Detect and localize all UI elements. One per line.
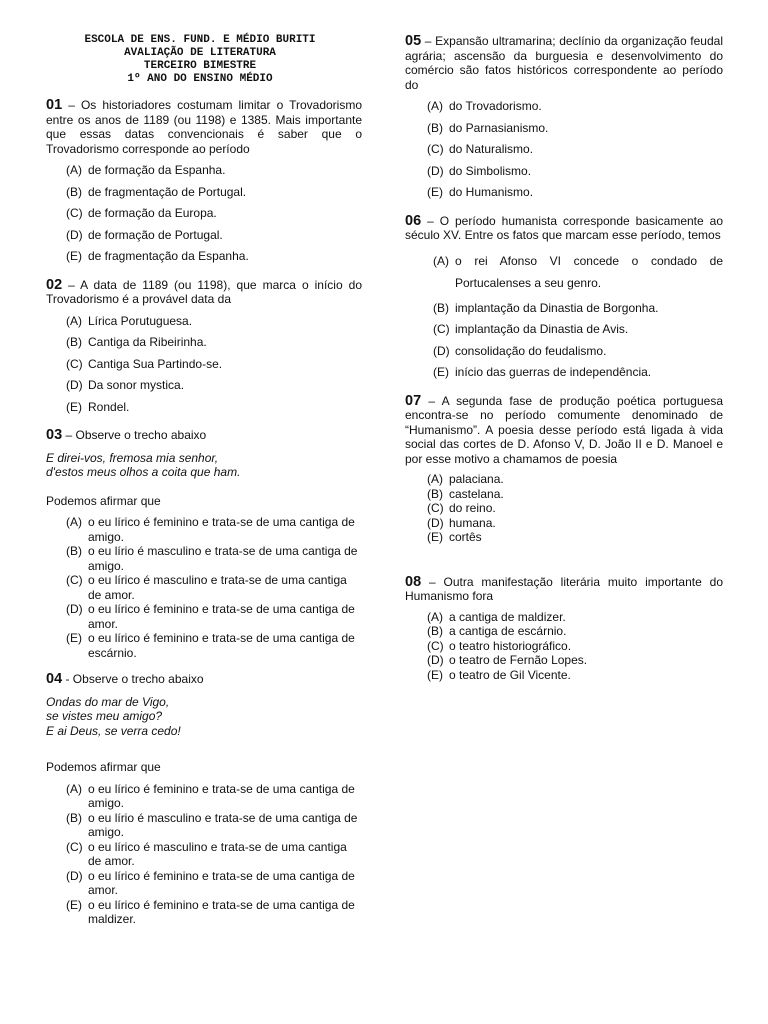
option-letter: (C) <box>427 501 444 515</box>
option-d[interactable] <box>66 228 362 243</box>
exam-term: TERCEIRO BIMESTRE <box>143 60 257 72</box>
question-number: 07 <box>405 392 422 409</box>
question-prompt <box>46 428 362 443</box>
option-d[interactable] <box>427 516 723 531</box>
option-letter: (B) <box>66 544 82 558</box>
question-number: 02 <box>46 276 63 293</box>
options-list <box>46 515 362 660</box>
option-c[interactable] <box>427 501 723 516</box>
left-column <box>46 34 362 927</box>
option-a[interactable] <box>66 515 362 544</box>
question-text: – O período humanista corresponde basicamente ao século XV. Entre os fatos que marcam esse período, temos <box>405 213 723 242</box>
option-letter: (D) <box>427 163 444 178</box>
quote-line: E direi-vos, fremosa mia senhor, <box>46 450 219 465</box>
question-prompt <box>405 34 723 92</box>
option-d[interactable] <box>66 378 362 393</box>
option-letter: (B) <box>66 810 82 825</box>
question-prompt <box>405 394 723 467</box>
option-letter: (A) <box>427 472 443 486</box>
exam-title: AVALIAÇÃO DE LITERATURA <box>124 47 276 59</box>
option-letter: (B) <box>427 624 443 638</box>
option-text: o eu lírico é masculino e trata-se de uma cantiga de amor. <box>88 573 347 602</box>
option-a[interactable] <box>66 782 362 811</box>
option-e[interactable] <box>427 668 723 683</box>
option-text: castelana. <box>449 486 504 501</box>
option-text: implantação da Dinastia de Avis. <box>455 322 629 336</box>
option-text: início das guerras de independência. <box>455 365 652 379</box>
option-letter: (E) <box>427 667 443 682</box>
question-text: – A data de 1189 (ou 1198), que marca o início do Trovadorismo é a provável data da <box>46 277 362 306</box>
option-text: do Simbolismo. <box>449 163 532 178</box>
option-text: a cantiga de escárnio. <box>449 624 567 638</box>
option-text: o eu lírico é feminino e trata-se de uma cantiga de maldizer. <box>88 897 355 926</box>
option-text: o teatro historiográfico. <box>449 638 572 653</box>
option-letter: (A) <box>66 313 82 328</box>
option-text: a cantiga de maldizer. <box>449 609 566 624</box>
option-letter: (A) <box>433 253 449 268</box>
option-text: Cantiga da Ribeirinha. <box>88 335 207 349</box>
options-list <box>405 250 723 380</box>
option-text: o eu lírico é masculino e trata-se de uma cantiga de amor. <box>88 839 347 868</box>
option-text: o eu lírico é feminino e trata-se de uma cantiga de amor. <box>88 868 355 897</box>
option-a[interactable] <box>66 163 362 178</box>
option-text: humana. <box>449 515 496 530</box>
option-text: o eu lírio é masculino e trata-se de uma cantiga de amigo. <box>88 544 358 573</box>
option-letter: (E) <box>66 249 82 263</box>
option-letter: (E) <box>427 185 443 199</box>
question-prompt <box>46 278 362 307</box>
option-b[interactable] <box>427 121 723 136</box>
option-b[interactable] <box>66 544 362 573</box>
quote-line: E ai Deus, se verra cedo! <box>46 723 181 738</box>
option-text: de formação da Europa. <box>88 206 217 220</box>
option-text: do Parnasianismo. <box>449 120 549 135</box>
option-letter: (E) <box>66 631 82 645</box>
option-d[interactable] <box>433 344 723 359</box>
option-text: de fragmentação da Espanha. <box>88 249 249 263</box>
option-text: de formação de Portugal. <box>88 227 223 242</box>
option-b[interactable] <box>427 624 723 639</box>
option-c[interactable] <box>66 573 362 602</box>
option-text: o eu lírico é feminino e trata-se de uma cantiga de amor. <box>88 602 355 631</box>
option-text: de formação da Espanha. <box>88 163 226 177</box>
option-d[interactable] <box>427 164 723 179</box>
option-letter: (B) <box>66 184 82 199</box>
option-e[interactable] <box>427 185 723 200</box>
right-column <box>405 34 723 682</box>
option-letter: (B) <box>66 335 82 349</box>
option-e[interactable] <box>66 898 362 927</box>
option-letter: (A) <box>66 163 82 177</box>
option-text: do Naturalismo. <box>449 142 534 156</box>
option-text: Lírica Porutuguesa. <box>88 313 193 328</box>
question-03 <box>46 428 362 660</box>
option-text: Da sonor mystica. <box>88 378 185 392</box>
option-letter: (A) <box>66 781 82 796</box>
option-e[interactable] <box>433 365 723 380</box>
option-letter: (D) <box>66 868 83 883</box>
option-b[interactable] <box>66 811 362 840</box>
options-list <box>405 472 723 545</box>
question-prompt <box>46 98 362 156</box>
question-number: 05 <box>405 33 422 49</box>
question-prompt <box>46 672 362 687</box>
question-04 <box>46 672 362 927</box>
question-08 <box>405 575 723 683</box>
option-letter: (B) <box>433 300 449 315</box>
option-text: o teatro de Gil Vicente. <box>449 667 571 682</box>
options-list <box>46 782 362 927</box>
option-letter: (A) <box>66 515 82 529</box>
quote-block <box>46 695 362 739</box>
option-text: consolidação do feudalismo. <box>455 343 607 358</box>
option-e[interactable] <box>427 530 723 545</box>
question-05 <box>405 34 723 200</box>
quote-line: Ondas do mar de Vigo, <box>46 694 170 709</box>
question-text: – Outra manifestação literária muito importante do Humanismo fora <box>405 574 723 603</box>
option-c[interactable] <box>66 357 362 372</box>
question-text: – Expansão ultramarina; declínio da organização feudal agrária; ascensão da burguesia e desenvolvimento do comércio são fatos históricos correspondente ao período do <box>405 34 723 92</box>
option-letter: (C) <box>66 839 83 854</box>
option-letter: (C) <box>427 142 444 156</box>
option-letter: (E) <box>433 365 449 379</box>
option-letter: (C) <box>433 322 450 336</box>
option-a[interactable] <box>427 610 723 625</box>
option-letter: (E) <box>66 399 82 414</box>
option-letter: (D) <box>66 378 83 392</box>
question-number: 03 <box>46 427 63 443</box>
options-list <box>405 99 723 200</box>
question-number: 01 <box>46 97 63 113</box>
option-letter: (D) <box>427 515 444 530</box>
question-number: 04 <box>46 671 63 687</box>
option-letter: (D) <box>66 227 83 242</box>
option-text: o eu lírio é masculino e trata-se de uma cantiga de amigo. <box>88 810 358 839</box>
option-b[interactable] <box>433 301 723 316</box>
option-text: Cantiga Sua Partindo-se. <box>88 356 223 371</box>
question-01 <box>46 98 362 264</box>
option-e[interactable] <box>66 400 362 415</box>
quote-line: se vistes meu amigo? <box>46 709 163 723</box>
option-a[interactable] <box>433 250 723 294</box>
option-text: implantação da Dinastia de Borgonha. <box>455 300 659 315</box>
option-text: cortês <box>449 530 482 544</box>
option-c[interactable] <box>427 142 723 157</box>
option-letter: (C) <box>66 356 83 371</box>
option-b[interactable] <box>427 487 723 502</box>
options-list <box>405 610 723 683</box>
option-letter: (C) <box>427 638 444 653</box>
option-letter: (D) <box>433 343 450 358</box>
question-text: - Observe o trecho abaixo <box>62 672 204 686</box>
option-letter: (C) <box>66 206 83 220</box>
option-text: o eu lírico é feminino e trata-se de uma cantiga de amigo. <box>88 781 355 810</box>
option-letter: (D) <box>66 602 83 616</box>
option-e[interactable] <box>66 249 362 264</box>
question-06 <box>405 214 723 380</box>
exam-grade: 1º ANO DO ENSINO MÉDIO <box>127 73 273 85</box>
option-text: do Trovadorismo. <box>449 99 542 113</box>
option-b[interactable] <box>66 335 362 350</box>
option-letter: (A) <box>427 99 443 113</box>
option-a[interactable] <box>427 99 723 114</box>
question-02 <box>46 278 362 415</box>
option-a[interactable] <box>427 472 723 487</box>
option-text: palaciana. <box>449 472 504 486</box>
option-c[interactable] <box>66 840 362 869</box>
option-text: o eu lírico é feminino e trata-se de uma cantiga de escárnio. <box>88 631 355 660</box>
exam-header <box>46 34 362 86</box>
option-letter: (B) <box>427 486 443 501</box>
option-letter: (C) <box>66 573 83 587</box>
option-e[interactable] <box>66 631 362 660</box>
option-b[interactable] <box>66 185 362 200</box>
question-lead: Podemos afirmar que <box>46 760 161 774</box>
option-d[interactable] <box>66 602 362 631</box>
option-d[interactable] <box>427 653 723 668</box>
option-c[interactable] <box>66 206 362 221</box>
option-d[interactable] <box>66 869 362 898</box>
question-prompt <box>405 575 723 604</box>
option-c[interactable] <box>427 639 723 654</box>
quote-block <box>46 451 362 480</box>
question-lead: Podemos afirmar que <box>46 493 161 508</box>
option-letter: (E) <box>66 897 82 912</box>
option-a[interactable] <box>66 314 362 329</box>
options-list <box>46 163 362 264</box>
question-number: 08 <box>405 573 422 590</box>
question-text: – A segunda fase de produção poética portuguesa encontra-se no período comumente denominado de “Humanismo”. A poesia desse período está ligada à vida social das cortes de D. Afonso V, D. João II e D. Manoel e por esse motivo a chamamos de poesia <box>405 393 723 466</box>
option-text: o eu lírico é feminino e trata-se de uma cantiga de amigo. <box>88 515 355 544</box>
option-text: do Humanismo. <box>449 185 534 199</box>
option-letter: (B) <box>427 120 443 135</box>
question-prompt <box>405 214 723 243</box>
question-text: – Observe o trecho abaixo <box>62 428 207 442</box>
question-number: 06 <box>405 212 422 229</box>
quote-line: d'estos meus olhos a coita que ham. <box>46 465 241 479</box>
school-name: ESCOLA DE ENS. FUND. E MÉDIO BURITI <box>84 34 316 46</box>
question-text: – Os historiadores costumam limitar o Trovadorismo entre os anos de 1189 (ou 1198) e 1385. Mais importante que essas datas convencionais é saber que o Trovadorismo corresponde ao período <box>46 98 362 156</box>
option-text: Rondel. <box>88 399 130 414</box>
option-text: o rei Afonso VI concede o condado de Portucalenses a seu genro. <box>455 253 723 290</box>
option-letter: (E) <box>427 530 443 544</box>
option-letter: (D) <box>427 653 444 667</box>
option-c[interactable] <box>433 322 723 337</box>
question-07 <box>405 394 723 545</box>
option-text: do reino. <box>449 501 496 515</box>
options-list <box>46 314 362 415</box>
option-letter: (A) <box>427 609 443 624</box>
option-text: o teatro de Fernão Lopes. <box>449 653 588 667</box>
option-text: de fragmentação de Portugal. <box>88 184 247 199</box>
